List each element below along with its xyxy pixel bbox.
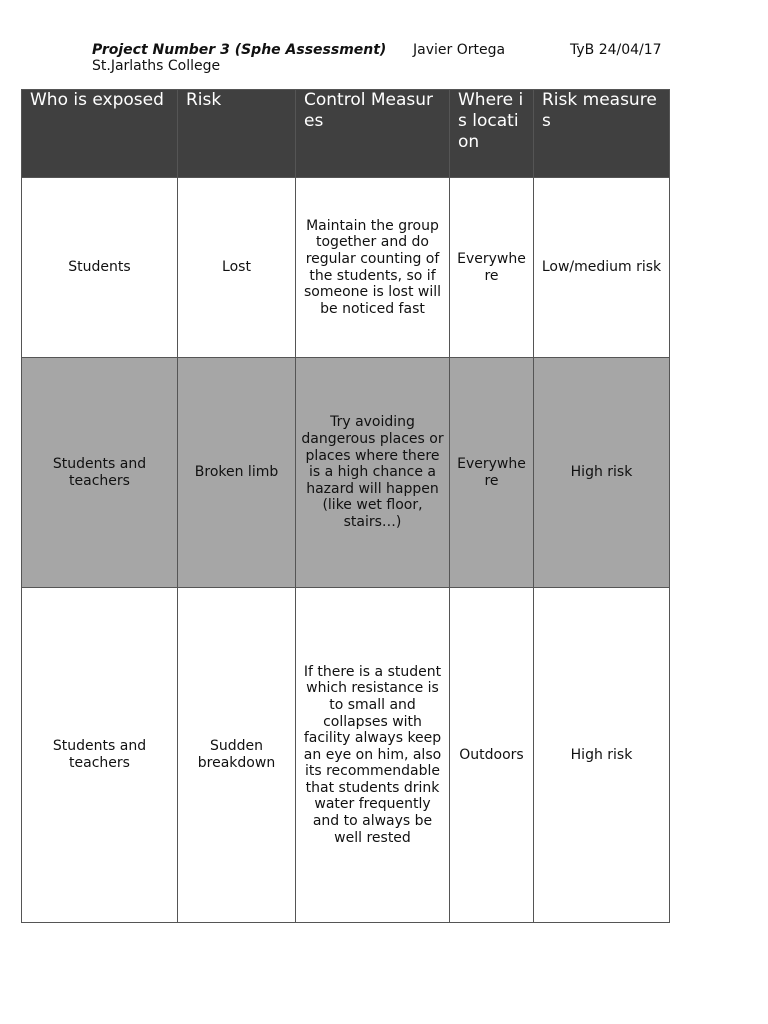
cell-who-is-exposed: Students and teachers bbox=[22, 358, 178, 588]
cell-risk: Lost bbox=[178, 178, 296, 358]
document-date: TyB 24/04/17 bbox=[570, 42, 662, 58]
cell-risk-measures: High risk bbox=[534, 358, 670, 588]
cell-location: Everywhere bbox=[450, 358, 534, 588]
cell-risk: Sudden breakdown bbox=[178, 588, 296, 923]
column-header-location: Where is location bbox=[450, 90, 534, 178]
table-row bbox=[22, 358, 670, 588]
column-header-risk: Risk bbox=[178, 90, 296, 178]
risk-assessment-table bbox=[21, 89, 670, 923]
cell-location: Everywhere bbox=[450, 178, 534, 358]
cell-control-measures: Try avoiding dangerous places or places where there is a high chance a hazard will happen (like wet floor, stairs…) bbox=[296, 358, 450, 588]
cell-who-is-exposed: Students and teachers bbox=[22, 588, 178, 923]
column-header-risk-measures: Risk measures bbox=[534, 90, 670, 178]
author-name: Javier Ortega bbox=[413, 42, 506, 58]
cell-who-is-exposed: Students bbox=[22, 178, 178, 358]
column-header-who-is-exposed: Who is exposed bbox=[22, 90, 178, 178]
cell-risk: Broken limb bbox=[178, 358, 296, 588]
cell-control-measures: If there is a student which resistance is to small and collapses with facility always keep an eye on him, also its recommendable that students drink water frequently and to always be well rested bbox=[296, 588, 450, 923]
college-name: St.Jarlaths College bbox=[92, 58, 221, 74]
column-header-control-measures: Control Measures bbox=[296, 90, 450, 178]
table-header-row bbox=[22, 90, 670, 178]
cell-location: Outdoors bbox=[450, 588, 534, 923]
cell-control-measures: Maintain the group together and do regular counting of the students, so if someone is lost will be noticed fast bbox=[296, 178, 450, 358]
cell-risk-measures: Low/medium risk bbox=[534, 178, 670, 358]
cell-risk-measures: High risk bbox=[534, 588, 670, 923]
table-row bbox=[22, 178, 670, 358]
table-row bbox=[22, 588, 670, 923]
document-title: Project Number 3 (Sphe Assessment) bbox=[92, 42, 387, 58]
